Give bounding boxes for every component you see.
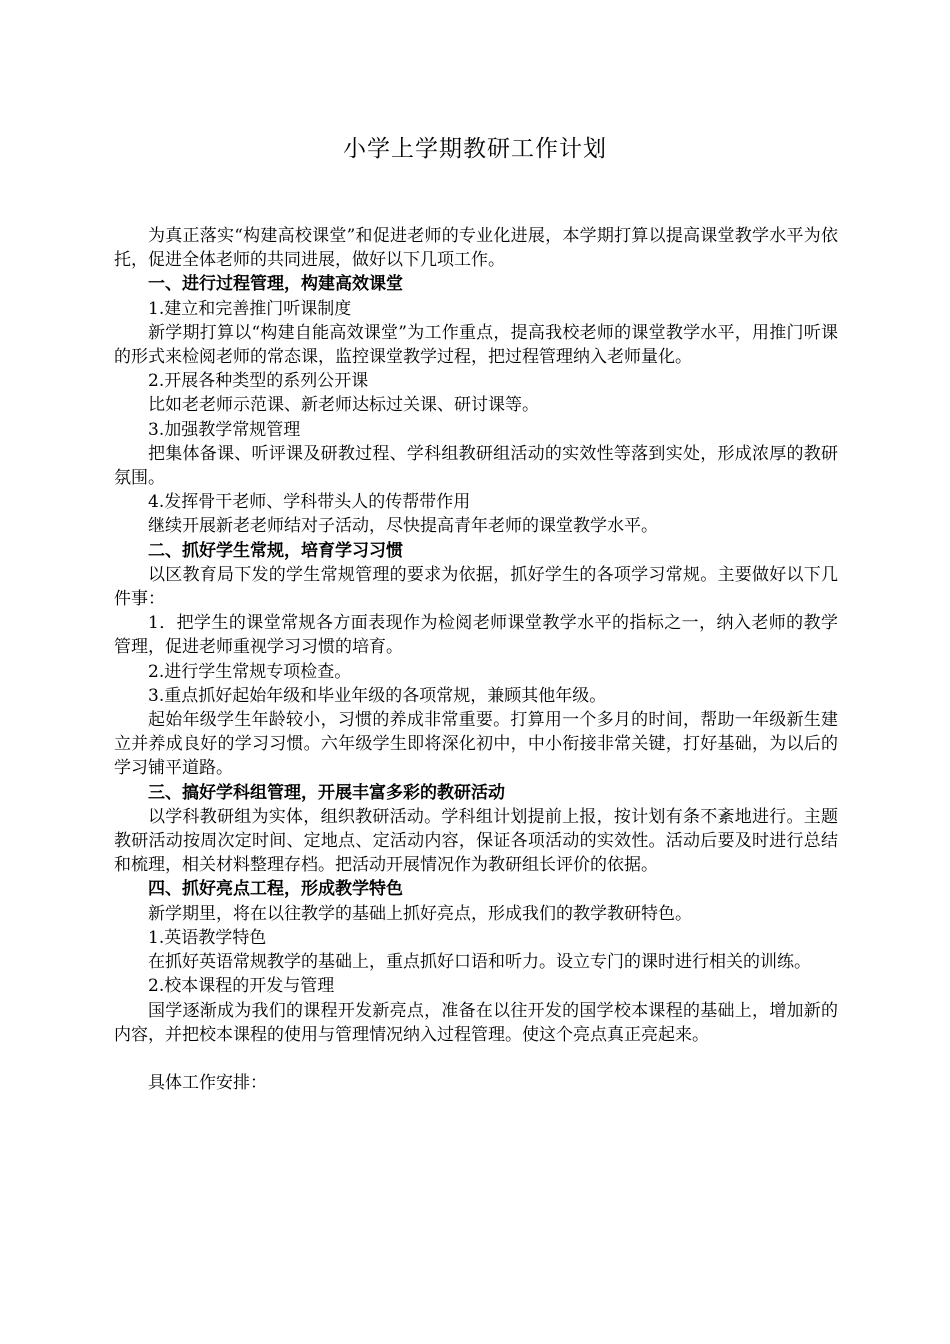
body-paragraph: 在抓好英语常规教学的基础上，重点抓好口语和听力。设立专门的课时进行相关的训练。: [148, 952, 811, 973]
document-body: [114, 224, 838, 1095]
body-paragraph: 2.校本课程的开发与管理: [148, 976, 335, 997]
body-paragraph: 新学期打算以“构建自能高效课堂”为工作重点，提高我校老师的课堂教学水平，用推门听课的形式来检阅老师的常态课，监控课堂教学过程，把过程管理纳入老师量化。: [114, 322, 838, 368]
body-paragraph: 继续开展新老老师结对子活动，尽快提高青年老师的课堂教学水平。: [148, 516, 658, 537]
body-paragraph: 以学科教研组为实体，组织教研活动。学科组计划提前上报，按计划有条不紊地进行。主题教研活动按周次定时间、定地点、定活动内容，保证各项活动的实效性。活动后要及时进行总结和梳理，相关材料整理存档。把活动开展情况作为教研组长评价的依据。: [114, 806, 838, 876]
body-paragraph: 1.建立和完善推门听课制度: [148, 298, 352, 319]
body-paragraph: 为真正落实“构建高校课堂”和促进老师的专业化进展，本学期打算以提高课堂教学水平为依托，促进全体老师的共同进展，做好以下几项工作。: [114, 226, 838, 271]
body-paragraph: 3.加强教学常规管理: [148, 419, 301, 440]
body-paragraph: 起始年级学生年龄较小，习惯的养成非常重要。打算用一个多月的时间，帮助一年级新生建立并养成良好的学习习惯。六年级学生即将深化初中，中小衔接非常关键，打好基础，为以后的学习铺平道路。: [114, 710, 838, 779]
body-paragraph: 1．把学生的课堂常规各方面表现作为检阅老师课堂教学水平的指标之一，纳入老师的教学管理，促进老师重视学习习惯的培育。: [114, 613, 838, 658]
page-title: 小学上学期教研工作计划: [343, 136, 607, 162]
body-paragraph: 以区教育局下发的学生常规管理的要求为依据，抓好学生的各项学习常规。主要做好以下几件事：: [114, 564, 838, 610]
section-heading: 二、抓好学生常规，培育学习习惯: [148, 540, 403, 561]
body-paragraph: 把集体备课、听评课及研教过程、学科组教研组活动的实效性等落到实处，形成浓厚的教研氛围。: [114, 443, 838, 489]
body-paragraph: 新学期里，将在以往教学的基础上抓好亮点，形成我们的教学教研特色。: [148, 903, 692, 924]
body-paragraph: 2.开展各种类型的系列公开课: [148, 371, 369, 392]
paragraph-spacer: [114, 1047, 838, 1071]
body-paragraph: 比如老老师示范课、新老师达标过关课、研讨课等。: [148, 395, 539, 416]
body-paragraph: 3.重点抓好起始年级和毕业年级的各项常规，兼顾其他年级。: [148, 685, 607, 706]
section-heading: 三、搞好学科组管理，开展丰富多彩的教研活动: [148, 782, 505, 803]
section-heading: 四、抓好亮点工程，形成教学特色: [148, 879, 403, 900]
body-paragraph: 具体工作安排：: [148, 1073, 267, 1094]
body-paragraph: 4.发挥骨干老师、学科带头人的传帮带作用: [148, 492, 471, 513]
body-paragraph: 1.英语教学特色: [148, 927, 267, 948]
body-paragraph: 2.进行学生常规专项检查。: [148, 661, 352, 682]
section-heading: 一、进行过程管理，构建高效课堂: [148, 274, 403, 295]
body-paragraph: 国学逐渐成为我们的课程开发新亮点，准备在以往开发的国学校本课程的基础上，增加新的内容，并把校本课程的使用与管理情况纳入过程管理。使这个亮点真正亮起来。: [114, 1000, 838, 1045]
